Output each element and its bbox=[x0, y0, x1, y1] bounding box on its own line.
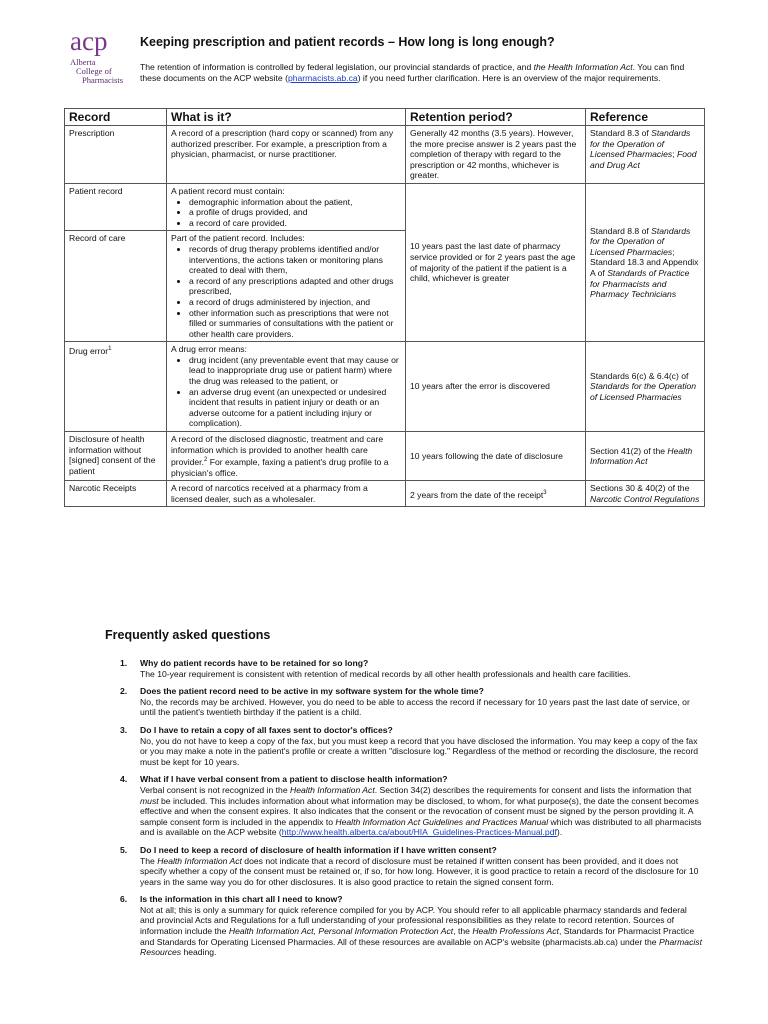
patient-record-record: Patient record bbox=[65, 183, 167, 230]
faq-question: What if I have verbal consent from a patient to disclose health information? bbox=[140, 774, 448, 785]
faq5-italic-1: Health Information Act bbox=[157, 855, 242, 866]
hia-manual-link[interactable]: http://www.health.alberta.ca/about/HIA_Guidelines-Practices-Manual.pdf bbox=[281, 827, 557, 838]
faq4-italic-1: Health Information Act bbox=[290, 784, 375, 795]
table-row bbox=[65, 342, 705, 432]
faq-item bbox=[120, 658, 702, 679]
disclosure-ref-2: Health Information Act bbox=[590, 445, 693, 467]
record-of-care-what bbox=[167, 231, 406, 342]
faq4-text-2: . Section 34(2) describes the requirements for consent and lists the information that bbox=[374, 784, 692, 795]
list-item: • a profile of drugs provided, and bbox=[189, 207, 401, 218]
faq-item bbox=[120, 894, 702, 958]
patient-care-ref-3: ; Standard 18.3 and Appendix A of bbox=[590, 246, 699, 278]
intro-text-3: ) if you need further clarification. Here is an overview of the major requirements. bbox=[357, 72, 661, 83]
faq5-text-2: does not indicate that a record of disclosure must be retained if written consent has been provided, and it does not specify whether a copy of the consent must be retained or, if so, for how long. However, it is good practice to retain a record of the disclosure for 10 years in the same way you do for other disclosures. It is also good practice to retain the signed consent form. bbox=[140, 855, 699, 887]
prescription-what: A record of a prescription (hard copy or scanned) from any authorized prescriber. For example, a prescription from a physician, pharmacist, or nurse practitioner. bbox=[167, 126, 406, 184]
faq6-text-3: , Standards for Pharmacist Practice and Standards for Operating Licensed Pharmacies. All of these resources are available on ACP's website (pharmacists.ab.ca) under the bbox=[140, 926, 695, 947]
faq-answer bbox=[140, 785, 702, 838]
faq-question: Why do patient records have to be retained for so long? bbox=[140, 658, 369, 668]
drug-error-record bbox=[65, 342, 167, 432]
list-item: • demographic information about the patient, bbox=[189, 197, 401, 208]
acp-logo-wordmark: acp bbox=[70, 28, 108, 56]
faq-number: 1. bbox=[120, 658, 128, 668]
table-header-row bbox=[65, 109, 705, 126]
intro-text-2: . You can find these documents on the ACP website ( bbox=[140, 62, 685, 83]
prescription-record: Prescription bbox=[65, 126, 167, 184]
faq-item bbox=[120, 725, 702, 767]
prescription-retention: Generally 42 months (3.5 years). However, the more precise answer is 2 years past the completion of therapy with regard to the prescription or 42 months, whichever is greater. bbox=[406, 126, 586, 184]
list-item: • other information such as prescriptions that were not filled or summaries of consultations with the patient or other health care providers. bbox=[189, 308, 401, 340]
disclosure-reference bbox=[586, 432, 705, 481]
faq4-text-4: which was distributed to all pharmacists and is available on the ACP website ( bbox=[140, 816, 702, 838]
faq4-italic-2: must bbox=[140, 795, 159, 806]
drug-error-reference bbox=[586, 342, 705, 432]
drug-error-ref-1: Standards 6(c) & 6.4(c) of bbox=[590, 370, 689, 381]
prescription-ref-4: Food and Drug Act bbox=[590, 149, 697, 170]
faq4-italic-3: Health Information Act Guidelines and Practices Manual bbox=[335, 816, 549, 827]
table-row bbox=[65, 481, 705, 507]
header-retention: Retention period? bbox=[406, 109, 586, 126]
table-row bbox=[65, 126, 705, 184]
list-item: • a record of care provided. bbox=[189, 218, 401, 229]
page-title: Keeping prescription and patient records – How long is long enough? bbox=[140, 35, 555, 49]
logo-college-name bbox=[70, 58, 130, 85]
faq-answer: No, the records may be archived. However, you do need to be able to access the record if necessary for 10 years past the last date of service, or until the patient's twentieth birthday if the patient is a child. bbox=[140, 696, 690, 718]
faq-answer: The 10-year requirement is consistent with retention of medical records by all other health professionals and health care facilities. bbox=[140, 668, 631, 679]
record-of-care-record: Record of care bbox=[65, 231, 167, 342]
faq6-text-2: , the bbox=[453, 926, 473, 937]
footnote-marker: 3 bbox=[543, 489, 547, 496]
faq-item bbox=[120, 845, 702, 887]
drug-error-label: Drug error bbox=[69, 346, 109, 357]
prescription-ref-2: Standards for the Operation of Licensed Pharmacies bbox=[590, 128, 691, 160]
faq-number: 6. bbox=[120, 894, 128, 905]
faq-question: Do I have to retain a copy of all faxes sent to doctor's offices? bbox=[140, 724, 393, 735]
patient-care-ref-1: Standard 8.8 of bbox=[590, 225, 652, 236]
faq-answer bbox=[140, 856, 702, 888]
list-item: • a record of any prescriptions adapted and other drugs prescribed, bbox=[189, 276, 401, 297]
disclosure-what-2: For example, faxing a patient's drug profile to a physician's office. bbox=[171, 457, 389, 478]
narcotic-retention bbox=[406, 481, 586, 507]
prescription-ref-3: ; bbox=[672, 149, 677, 160]
list-item: • an adverse drug event (an unexpected or undesired incident that results in patient injury or death or an adverse outcome for a patient including injury or complication). bbox=[189, 387, 401, 429]
faq-answer: No, you do not have to keep a copy of the fax, but you must keep a record that you have disclosed the information. You may keep a copy of the fax or you may make a note in the patient's profile or create a written "disclosure log." Regardless of the method or recording the disclosure, the record must be kept for 10 years. bbox=[140, 735, 699, 767]
faq4-text-3: be included. This includes information about what information may be disclosed, to whom, for what purpose(s), the date the consent becomes effective and when the consent expires. It also indicates that the consent or the revocation of consent must be signed by the person providing it. A sample consent form is included in the appendix to bbox=[140, 795, 699, 827]
disclosure-ref-1: Section 41(2) of the bbox=[590, 445, 668, 456]
table-row bbox=[65, 183, 705, 230]
narcotic-retention-text: 2 years from the date of the receipt bbox=[410, 489, 544, 500]
retention-table bbox=[64, 108, 705, 507]
patient-record-what bbox=[167, 183, 406, 230]
footnote-marker: 2 bbox=[203, 457, 208, 464]
patient-record-list bbox=[171, 197, 401, 229]
faq5-text-1: The bbox=[140, 855, 158, 866]
narcotic-record: Narcotic Receipts bbox=[65, 481, 167, 507]
faq-item bbox=[120, 686, 702, 718]
prescription-ref-1: Standard 8.3 of bbox=[590, 128, 652, 138]
disclosure-record: Disclosure of health information without [signed] consent of the patient bbox=[65, 432, 167, 481]
disclosure-retention: 10 years following the date of disclosure bbox=[406, 432, 586, 481]
disclosure-what-1: A record of the disclosed diagnostic, treatment and care information which is provided to another health care provider. bbox=[171, 434, 384, 468]
intro-hia-title: the Health Information Act bbox=[533, 62, 633, 72]
logo-line-1: Alberta bbox=[70, 57, 96, 67]
patient-care-ref-4: Standards of Practice for Pharmacists and Pharmacy Technicians bbox=[590, 267, 690, 300]
footnote-marker: 1 bbox=[108, 346, 112, 353]
drug-error-intro: A drug error means: bbox=[171, 344, 247, 355]
patient-care-ref-2: Standards for the Operation of Licensed Pharmacies bbox=[590, 225, 691, 257]
faq6-italic-3: Pharmacist Resources bbox=[140, 936, 702, 958]
faq-list bbox=[120, 658, 702, 965]
acp-website-link[interactable]: pharmacists.ab.ca bbox=[287, 72, 358, 83]
header-reference: Reference bbox=[586, 109, 705, 126]
narcotic-ref-2: Narcotic Control Regulations bbox=[590, 493, 700, 504]
patient-care-retention: 10 years past the last date of pharmacy service provided or for 2 years past the age of majority of the patient if the patient is a child, whichever is greater bbox=[406, 183, 586, 341]
list-item: • a record of drugs administered by injection, and bbox=[189, 297, 401, 308]
logo-line-3: Pharmacists bbox=[82, 75, 124, 85]
faq6-text-1: Not at all; this is only a summary for quick reference compiled for you by ACP. You should refer to all applicable pharmacy standards and federal and provincial Acts and Regulations for a full understanding of your professional responsibilities as they relate to record retention. Sources of information include the bbox=[140, 904, 687, 937]
faq-question: Does the patient record need to be active in my software system for the whole time? bbox=[140, 686, 484, 697]
intro-text-1: The retention of information is controlled by federal legislation, our provincial standards of practice, and bbox=[140, 62, 534, 72]
faq-question: Do I need to keep a record of disclosure of health information if I have written consent? bbox=[140, 844, 497, 855]
logo-line-2: College of bbox=[76, 66, 112, 76]
faq-number: 2. bbox=[120, 686, 128, 697]
header-what: What is it? bbox=[167, 109, 406, 126]
faq-item bbox=[120, 774, 702, 838]
drug-error-ref-2: Standards for the Operation of Licensed Pharmacies bbox=[590, 381, 697, 402]
record-of-care-intro: Part of the patient record. Includes: bbox=[171, 233, 305, 244]
faq-question: Is the information in this chart all I need to know? bbox=[140, 894, 343, 905]
faq-number: 4. bbox=[120, 774, 128, 785]
header-record: Record bbox=[65, 109, 167, 126]
faq6-italic-1: Health Information Act, Personal Information Protection Act bbox=[228, 926, 454, 937]
faq-heading: Frequently asked questions bbox=[105, 628, 271, 642]
acp-logo bbox=[68, 28, 130, 85]
drug-error-list bbox=[171, 355, 401, 429]
faq4-text-1: Verbal consent is not recognized in the bbox=[140, 784, 291, 795]
faq-number: 3. bbox=[120, 724, 128, 735]
faq4-text-5: ). bbox=[556, 827, 563, 838]
drug-error-what bbox=[167, 342, 406, 432]
disclosure-what bbox=[167, 432, 406, 481]
patient-record-intro: A patient record must contain: bbox=[171, 185, 285, 196]
narcotic-ref-1: Sections 30 & 40(2) of the bbox=[590, 483, 690, 494]
prescription-reference bbox=[586, 126, 705, 184]
faq6-text-4: heading. bbox=[181, 947, 217, 958]
table-row bbox=[65, 432, 705, 481]
faq-answer bbox=[140, 905, 702, 958]
acp-logo-mark bbox=[68, 28, 128, 58]
intro-paragraph bbox=[140, 62, 700, 83]
patient-care-reference bbox=[586, 183, 705, 341]
narcotic-what: A record of narcotics received at a pharmacy from a licensed dealer, such as a wholesaler. bbox=[167, 481, 406, 507]
narcotic-reference bbox=[586, 481, 705, 507]
drug-error-retention: 10 years after the error is discovered bbox=[406, 342, 586, 432]
list-item: • records of drug therapy problems identified and/or interventions, the actions taken or monitoring plans created to deal with them, bbox=[189, 244, 401, 276]
list-item: • drug incident (any preventable event that may cause or lead to inappropriate drug use or patient harm) where the drug was released to the patient, or bbox=[189, 355, 401, 387]
record-of-care-list bbox=[171, 244, 401, 339]
faq-number: 5. bbox=[120, 844, 128, 855]
faq6-italic-2: Health Professions Act bbox=[472, 926, 559, 937]
